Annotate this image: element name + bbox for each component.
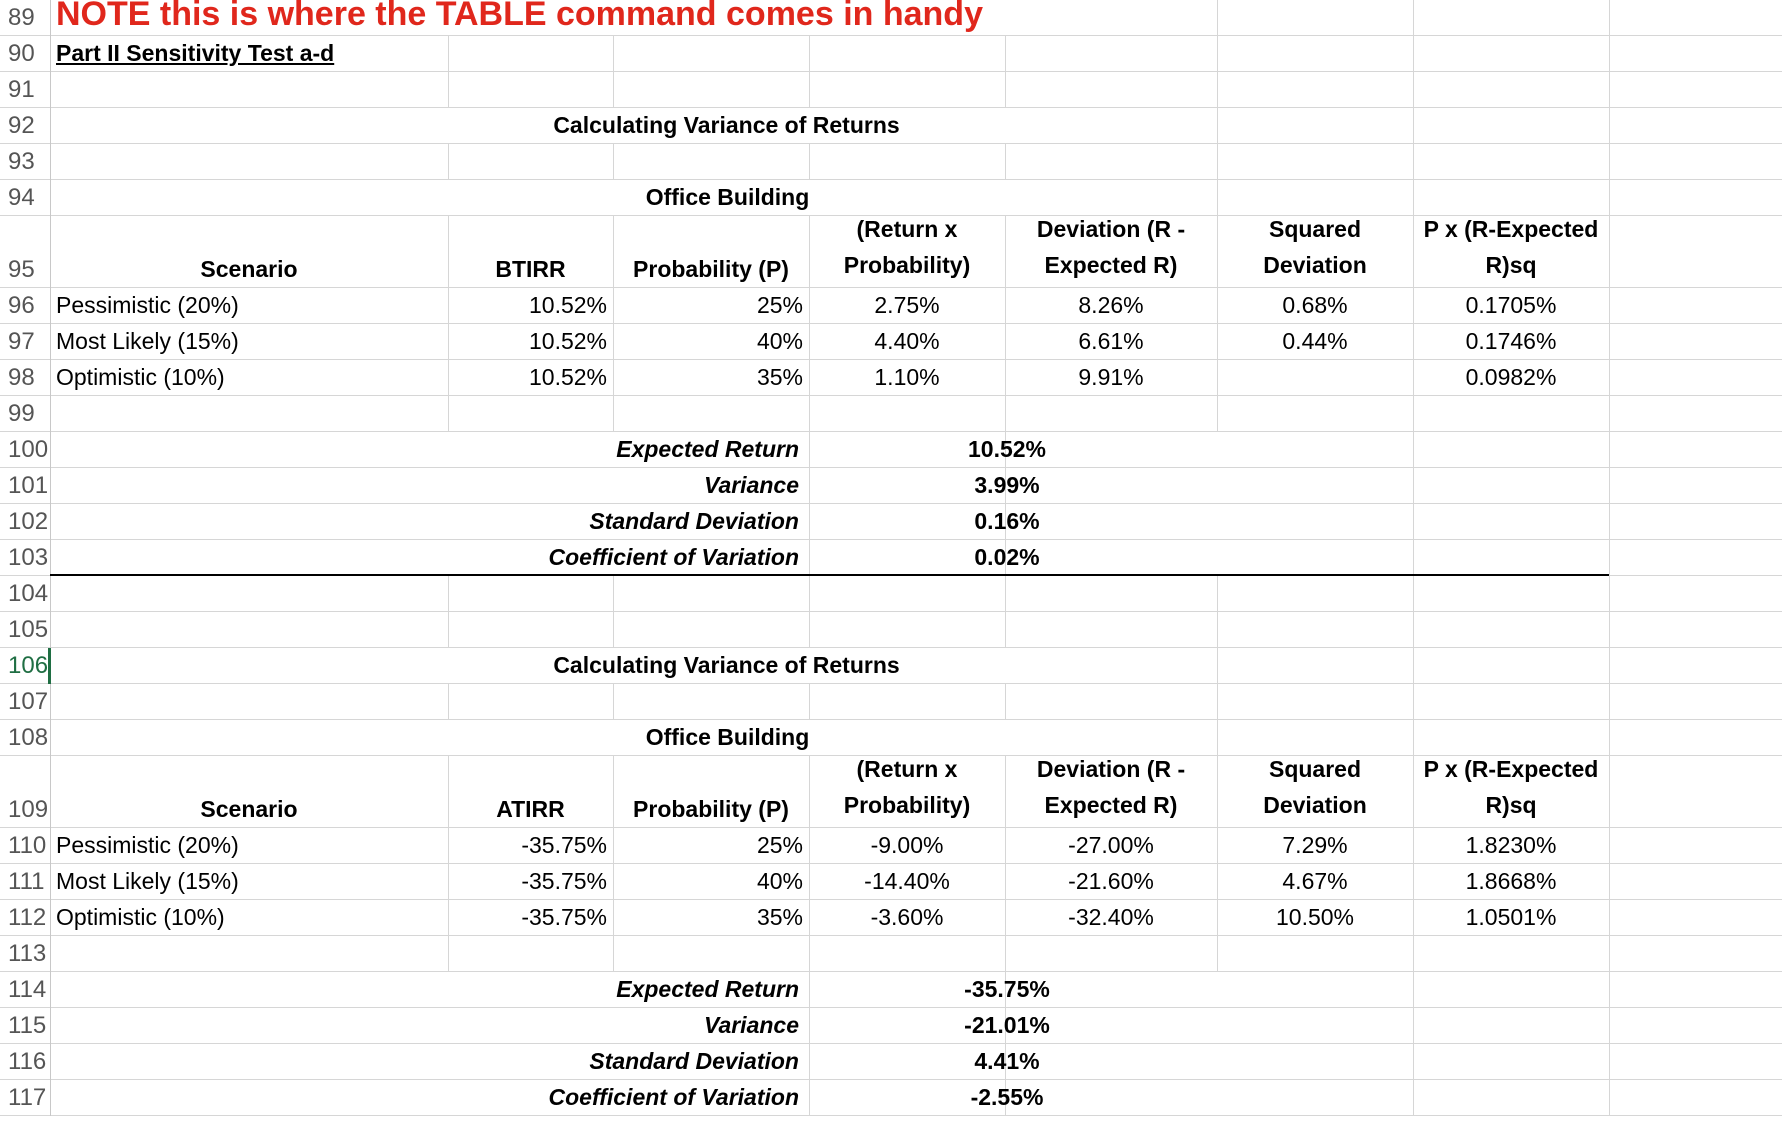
column-gridline (1217, 108, 1218, 144)
row-header[interactable]: 92 (8, 112, 35, 139)
column-gridline (50, 1080, 51, 1116)
column-gridline (1609, 36, 1610, 72)
column-gridline (1217, 612, 1218, 648)
column-gridline (1609, 0, 1610, 36)
row-header[interactable]: 98 (8, 364, 35, 391)
part-title[interactable]: Part II Sensitivity Test a-d (56, 40, 335, 66)
coefficient-of-variation-value[interactable]: 0.02% (974, 544, 1040, 570)
column-gridline (1413, 432, 1414, 468)
column-gridline (1609, 360, 1610, 396)
header-deviation-line2: Expected R) (1044, 792, 1178, 818)
column-gridline (1609, 432, 1610, 468)
header-p-times-dev-sq-line2: R)sq (1485, 792, 1537, 818)
column-gridline (1413, 648, 1414, 684)
probability-cell[interactable]: 40% (756, 868, 803, 894)
header-return-probability-line2: Probability) (843, 252, 971, 278)
p-dev-sq-cell[interactable]: 1.8668% (1465, 868, 1557, 894)
column-gridline (1609, 972, 1610, 1008)
p-dev-sq-cell[interactable]: 0.1746% (1465, 328, 1557, 354)
column-gridline (1005, 36, 1006, 72)
column-gridline (1413, 612, 1414, 648)
row-header[interactable]: 101 (8, 472, 49, 499)
return-probability-cell[interactable]: 1.10% (874, 364, 940, 390)
variance-value[interactable]: -21.01% (964, 1012, 1050, 1038)
squared-deviation-cell[interactable]: 0.44% (1282, 328, 1348, 354)
column-gridline (1217, 180, 1218, 216)
scenario-cell[interactable]: Most Likely (15%) (56, 328, 239, 354)
section-title[interactable]: Calculating Variance of Returns (553, 652, 900, 678)
column-gridline (50, 576, 51, 612)
active-row-indicator (48, 648, 51, 684)
column-gridline (1413, 1080, 1414, 1116)
header-deviation-line1: Deviation (R - (1036, 756, 1186, 782)
column-gridline (1609, 288, 1610, 324)
squared-deviation-cell[interactable]: 10.50% (1275, 904, 1354, 930)
row-header[interactable]: 112 (8, 904, 47, 931)
column-gridline (1413, 0, 1414, 36)
column-gridline (613, 612, 614, 648)
column-gridline (1609, 72, 1610, 108)
probability-cell[interactable]: 40% (756, 328, 803, 354)
p-dev-sq-cell[interactable]: 0.1705% (1465, 292, 1557, 318)
header-probability[interactable]: Probability (P) (633, 256, 789, 282)
return-probability-cell[interactable]: -14.40% (864, 868, 950, 894)
column-gridline (1609, 324, 1610, 360)
column-gridline (1217, 36, 1218, 72)
column-gridline (1413, 72, 1414, 108)
column-gridline (1217, 0, 1218, 36)
row-header[interactable]: 100 (8, 436, 49, 463)
column-gridline (1217, 396, 1218, 432)
column-gridline (809, 612, 810, 648)
column-gridline (809, 396, 810, 432)
column-gridline (50, 684, 51, 720)
column-gridline (1413, 396, 1414, 432)
probability-cell[interactable]: 35% (756, 904, 803, 930)
variance-label[interactable]: Variance (703, 1012, 799, 1038)
column-gridline (448, 684, 449, 720)
row-header[interactable]: 95 (8, 256, 35, 283)
column-gridline (50, 72, 51, 108)
column-gridline (809, 576, 810, 612)
standard-deviation-label[interactable]: Standard Deviation (589, 508, 799, 534)
column-gridline (613, 144, 614, 180)
header-return-probability-line1: (Return x (856, 756, 958, 782)
row-header[interactable]: 107 (8, 688, 49, 715)
header-p-times-dev-sq-line1: P x (R-Expected (1423, 756, 1599, 782)
deviation-cell[interactable]: -32.40% (1068, 904, 1154, 930)
column-gridline (1609, 828, 1610, 864)
column-gridline (1609, 144, 1610, 180)
column-gridline (1413, 1008, 1414, 1044)
irr-cell[interactable]: -35.75% (521, 868, 607, 894)
irr-cell[interactable]: 10.52% (528, 364, 607, 390)
row-header[interactable]: 105 (8, 616, 49, 643)
standard-deviation-value[interactable]: 4.41% (974, 1048, 1040, 1074)
column-gridline (1609, 576, 1610, 612)
header-return-probability-line1: (Return x (856, 216, 958, 242)
column-gridline (1609, 864, 1610, 900)
expected-return-label[interactable]: Expected Return (616, 436, 799, 462)
row-header[interactable]: 116 (8, 1048, 47, 1075)
irr-cell[interactable]: -35.75% (521, 904, 607, 930)
header-squared-deviation[interactable] (1217, 756, 1413, 828)
p-dev-sq-cell[interactable]: 1.0501% (1465, 904, 1557, 930)
row-header[interactable]: 94 (8, 184, 35, 211)
column-gridline (1217, 648, 1218, 684)
column-gridline (50, 180, 51, 216)
row-header[interactable]: 110 (8, 832, 47, 859)
column-gridline (1609, 1080, 1610, 1116)
header-deviation[interactable] (1005, 756, 1217, 828)
column-gridline (1609, 756, 1610, 828)
column-gridline (1609, 684, 1610, 720)
column-gridline (613, 936, 614, 972)
variance-label[interactable]: Variance (703, 472, 799, 498)
column-gridline (448, 144, 449, 180)
row-header[interactable]: 109 (8, 796, 49, 823)
p-dev-sq-cell[interactable]: 0.0982% (1465, 364, 1557, 390)
column-gridline (1413, 684, 1414, 720)
irr-cell[interactable]: 10.52% (528, 328, 607, 354)
column-gridline (1609, 396, 1610, 432)
column-gridline (448, 36, 449, 72)
deviation-cell[interactable]: -21.60% (1068, 868, 1154, 894)
column-gridline (50, 144, 51, 180)
squared-deviation-cell[interactable] (1217, 360, 1413, 396)
scenario-cell[interactable]: Optimistic (10%) (56, 904, 225, 930)
column-gridline (50, 468, 51, 504)
column-gridline (1609, 1044, 1610, 1080)
probability-cell[interactable]: 35% (756, 364, 803, 390)
header-return-probability[interactable] (809, 756, 1005, 828)
column-gridline (1609, 648, 1610, 684)
expected-return-value[interactable]: 10.52% (967, 436, 1046, 462)
header-deviation-line2: Expected R) (1044, 252, 1178, 278)
column-gridline (1609, 468, 1610, 504)
header-p-times-dev-sq[interactable] (1413, 756, 1609, 828)
column-gridline (613, 72, 614, 108)
column-gridline (613, 684, 614, 720)
deviation-cell[interactable]: -27.00% (1068, 832, 1154, 858)
section-subtitle[interactable]: Office Building (645, 184, 810, 210)
column-gridline (448, 72, 449, 108)
column-gridline (50, 1008, 51, 1044)
header-squared-deviation[interactable] (1217, 216, 1413, 288)
column-gridline (50, 972, 51, 1008)
column-gridline (1005, 612, 1006, 648)
section-subtitle[interactable]: Office Building (645, 724, 810, 750)
column-gridline (1413, 468, 1414, 504)
scenario-cell[interactable]: Optimistic (10%) (56, 364, 225, 390)
coefficient-of-variation-label[interactable]: Coefficient of Variation (548, 544, 799, 570)
header-deviation[interactable] (1005, 216, 1217, 288)
column-gridline (50, 432, 51, 468)
column-gridline (1413, 504, 1414, 540)
row-header[interactable]: 106 (8, 652, 49, 679)
header-squared-deviation-line1: Squared (1268, 216, 1362, 242)
coefficient-of-variation-label[interactable]: Coefficient of Variation (548, 1084, 799, 1110)
column-gridline (448, 612, 449, 648)
deviation-cell[interactable]: 6.61% (1078, 328, 1144, 354)
expected-return-label[interactable]: Expected Return (616, 976, 799, 1002)
column-gridline (50, 540, 51, 576)
p-dev-sq-cell[interactable]: 1.8230% (1465, 832, 1557, 858)
column-gridline (1413, 972, 1414, 1008)
row-header[interactable]: 113 (8, 940, 47, 967)
deviation-cell[interactable]: 8.26% (1078, 292, 1144, 318)
column-gridline (1609, 1008, 1610, 1044)
column-gridline (1609, 900, 1610, 936)
header-irr[interactable]: BTIRR (495, 256, 566, 282)
column-gridline (1609, 720, 1610, 756)
column-gridline (1609, 936, 1610, 972)
column-gridline (1217, 936, 1218, 972)
column-gridline (809, 144, 810, 180)
column-gridline (1413, 576, 1414, 612)
column-gridline (1217, 684, 1218, 720)
section-title[interactable]: Calculating Variance of Returns (553, 112, 900, 138)
column-gridline (1005, 576, 1006, 612)
header-squared-deviation-line2: Deviation (1263, 252, 1367, 278)
column-gridline (1005, 936, 1006, 972)
row-header[interactable]: 90 (8, 40, 35, 67)
column-gridline (1413, 720, 1414, 756)
row-header[interactable]: 114 (8, 976, 47, 1003)
row-header[interactable]: 102 (8, 508, 49, 535)
return-probability-cell[interactable]: 2.75% (874, 292, 940, 318)
row-header[interactable]: 108 (8, 724, 49, 751)
column-gridline (1609, 180, 1610, 216)
column-gridline (1413, 540, 1414, 576)
column-gridline (1413, 36, 1414, 72)
column-gridline (1413, 1044, 1414, 1080)
variance-value[interactable]: 3.99% (974, 472, 1040, 498)
header-scenario[interactable]: Scenario (200, 796, 298, 822)
column-gridline (1413, 180, 1414, 216)
column-gridline (1217, 720, 1218, 756)
row-header[interactable]: 117 (8, 1084, 47, 1111)
header-p-times-dev-sq-line2: R)sq (1485, 252, 1537, 278)
column-gridline (50, 720, 51, 756)
row-header[interactable]: 104 (8, 580, 49, 607)
squared-deviation-cell[interactable]: 4.67% (1282, 868, 1348, 894)
column-gridline (1413, 936, 1414, 972)
column-gridline (50, 612, 51, 648)
header-p-times-dev-sq-line1: P x (R-Expected (1423, 216, 1599, 242)
column-gridline (613, 396, 614, 432)
column-gridline (1609, 216, 1610, 288)
column-gridline (50, 936, 51, 972)
column-gridline (809, 72, 810, 108)
column-gridline (448, 936, 449, 972)
column-gridline (809, 36, 810, 72)
header-squared-deviation-line1: Squared (1268, 756, 1362, 782)
header-squared-deviation-line2: Deviation (1263, 792, 1367, 818)
row-header[interactable]: 103 (8, 544, 49, 571)
column-gridline (1005, 396, 1006, 432)
squared-deviation-cell[interactable]: 0.68% (1282, 292, 1348, 318)
coefficient-of-variation-value[interactable]: -2.55% (970, 1084, 1044, 1110)
probability-cell[interactable]: 25% (756, 832, 803, 858)
column-gridline (50, 396, 51, 432)
row-header[interactable]: 96 (8, 292, 35, 319)
column-gridline (1217, 72, 1218, 108)
note-text[interactable]: NOTE this is where the TABLE command comes in handy (56, 0, 983, 33)
row-header[interactable]: 99 (8, 400, 35, 427)
header-p-times-dev-sq[interactable] (1413, 216, 1609, 288)
header-probability[interactable]: Probability (P) (633, 796, 789, 822)
header-return-probability[interactable] (809, 216, 1005, 288)
row-header[interactable]: 91 (8, 76, 35, 103)
column-gridline (1217, 576, 1218, 612)
row-header[interactable]: 93 (8, 148, 35, 175)
scenario-cell[interactable]: Pessimistic (20%) (56, 292, 239, 318)
standard-deviation-label[interactable]: Standard Deviation (589, 1048, 799, 1074)
squared-deviation-cell[interactable]: 7.29% (1282, 832, 1348, 858)
column-gridline (50, 1044, 51, 1080)
irr-cell[interactable]: -35.75% (521, 832, 607, 858)
column-gridline (1609, 504, 1610, 540)
irr-cell[interactable]: 10.52% (528, 292, 607, 318)
row-header[interactable]: 111 (8, 868, 45, 895)
standard-deviation-value[interactable]: 0.16% (974, 508, 1040, 534)
column-gridline (613, 36, 614, 72)
column-gridline (448, 396, 449, 432)
header-irr[interactable]: ATIRR (496, 796, 565, 822)
scenario-cell[interactable]: Most Likely (15%) (56, 868, 239, 894)
column-gridline (1609, 108, 1610, 144)
column-gridline (448, 576, 449, 612)
column-gridline (1005, 72, 1006, 108)
deviation-cell[interactable]: 9.91% (1078, 364, 1144, 390)
column-gridline (1413, 144, 1414, 180)
header-return-probability-line2: Probability) (843, 792, 971, 818)
row-gridline (0, 611, 1782, 612)
header-deviation-line1: Deviation (R - (1036, 216, 1186, 242)
return-probability-cell[interactable]: 4.40% (874, 328, 940, 354)
probability-cell[interactable]: 25% (756, 292, 803, 318)
header-scenario[interactable]: Scenario (200, 256, 298, 282)
row-header[interactable]: 115 (8, 1012, 47, 1039)
column-gridline (809, 936, 810, 972)
expected-return-value[interactable]: -35.75% (964, 976, 1050, 1002)
column-gridline (1413, 108, 1414, 144)
row-header[interactable]: 97 (8, 328, 35, 355)
return-probability-cell[interactable]: -3.60% (870, 904, 944, 930)
row-header[interactable]: 89 (8, 4, 35, 31)
column-gridline (1005, 144, 1006, 180)
column-gridline (613, 576, 614, 612)
column-gridline (1609, 612, 1610, 648)
return-probability-cell[interactable]: -9.00% (870, 832, 944, 858)
column-gridline (1217, 144, 1218, 180)
column-gridline (50, 504, 51, 540)
column-gridline (809, 684, 810, 720)
column-gridline (1609, 540, 1610, 576)
column-gridline (50, 108, 51, 144)
scenario-cell[interactable]: Pessimistic (20%) (56, 832, 239, 858)
column-gridline (1005, 684, 1006, 720)
